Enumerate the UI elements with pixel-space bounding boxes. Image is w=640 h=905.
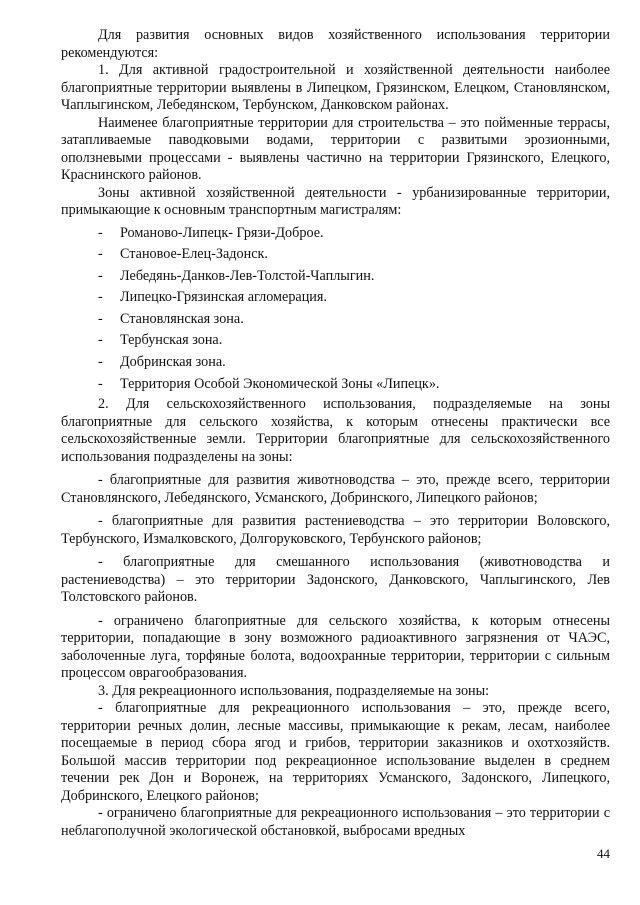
urban-development-paragraph: 1. Для активной градостроительной и хозяйственной деятельности наиболее благоприятные территории выявлены в Липецком, Грязинском, Елецком, Становлянском, Чаплыгинском, Лебедянском, Тербунском, Данковском районах. — [61, 62, 610, 113]
intro-paragraph: Для развития основных видов хозяйственного использования территории рекомендуются: — [61, 27, 610, 61]
list-item — [61, 287, 610, 309]
crop-farming-paragraph: - благоприятные для развития растениеводства – это территории Воловского, Тербунского, Измалковского, Долгоруковского, Тербунского районов; — [61, 513, 610, 547]
list-item-text: Лебедянь-Данков-Лев-Толстой-Чаплыгин. — [120, 267, 375, 284]
list-item — [61, 244, 610, 266]
list-item — [61, 374, 610, 396]
list-item-text: Тербунская зона. — [120, 332, 223, 349]
list-dash: - — [98, 289, 103, 306]
list-item-text: Добринская зона. — [120, 354, 226, 371]
list-dash: - — [98, 310, 103, 327]
zone-list — [61, 223, 610, 396]
list-item-text: Становлянская зона. — [120, 310, 244, 327]
list-dash: - — [98, 224, 103, 241]
list-dash: - — [98, 354, 103, 371]
list-dash: - — [98, 375, 103, 392]
list-dash: - — [98, 246, 103, 263]
list-item-text: Территория Особой Экономической Зоны «Липецк». — [120, 375, 440, 392]
page-number: 44 — [597, 846, 610, 861]
list-item — [61, 309, 610, 331]
recreation-favorable-paragraph: - благоприятные для рекреационного использования – это, прежде всего, территории речных долин, лесные массивы, примыкающие к рекам, лесам, наиболее посещаемые в период сбора ягод и грибов, территории заказников и охотхозяйств. Большой массив территории под рекреационное использование выделен в среднем течении рек Дон и Воронеж, на территориях Усманского, Задонского, Липецкого, Добринского, Елецкого районов; — [61, 700, 610, 804]
list-dash: - — [98, 332, 103, 349]
list-item-text: Липецко-Грязинская агломерация. — [120, 289, 327, 306]
list-dash: - — [98, 267, 103, 284]
livestock-paragraph: - благоприятные для развития животноводства – это, прежде всего, территории Становлянского, Лебедянского, Усманского, Добринского, Липецкого районов; — [61, 472, 610, 506]
agriculture-intro-paragraph: 2. Для сельскохозяйственного использования, подразделяемые на зоны благоприятные для сельского хозяйства, к которым отнесены практически все сельскохозяйственные земли. Территории благоприятные для сельскохозяйственного использования подразделены на зоны: — [61, 396, 610, 465]
active-zones-paragraph: Зоны активной хозяйственной деятельности - урбанизированные территории, примыкающие к основным транспортным магистралям: — [61, 184, 610, 218]
limited-agriculture-paragraph: - ограничено благоприятные для сельского хозяйства, к которым отнесены территории, попадающие в зону возможного радиоактивного загрязнения от ЧАЭС, заболоченные луга, торфяные болота, водоохранные территории, территории с сильным процессом оврагообразования. — [61, 612, 610, 682]
list-item-text: Романово-Липецк- Грязи-Доброе. — [120, 224, 324, 241]
list-item — [61, 223, 610, 245]
list-item — [61, 352, 610, 374]
list-item-text: Становое-Елец-Задонск. — [120, 246, 268, 263]
list-item — [61, 330, 610, 352]
recreation-intro-paragraph: 3. Для рекреационного использования, подразделяемые на зоны: — [98, 682, 490, 699]
list-item — [61, 266, 610, 288]
unfavorable-territories-paragraph: Наименее благоприятные территории для строительства – это пойменные террасы, затапливаемые паводковыми водами, территории с развитыми эрозионными, оползневыми процессами - выявлены частично на территории Грязинского, Елецкого, Краснинского районов. — [61, 114, 610, 183]
mixed-use-paragraph: - благоприятные для смешанного использования (животноводства и растениеводства) – это территории Задонского, Данковского, Чаплыгинского, Лев Толстовского районов. — [61, 554, 610, 606]
recreation-limited-paragraph: - ограничено благоприятные для рекреационного использования – это территории с неблагополучной экологической обстановкой, выбросами вредных — [61, 805, 610, 839]
